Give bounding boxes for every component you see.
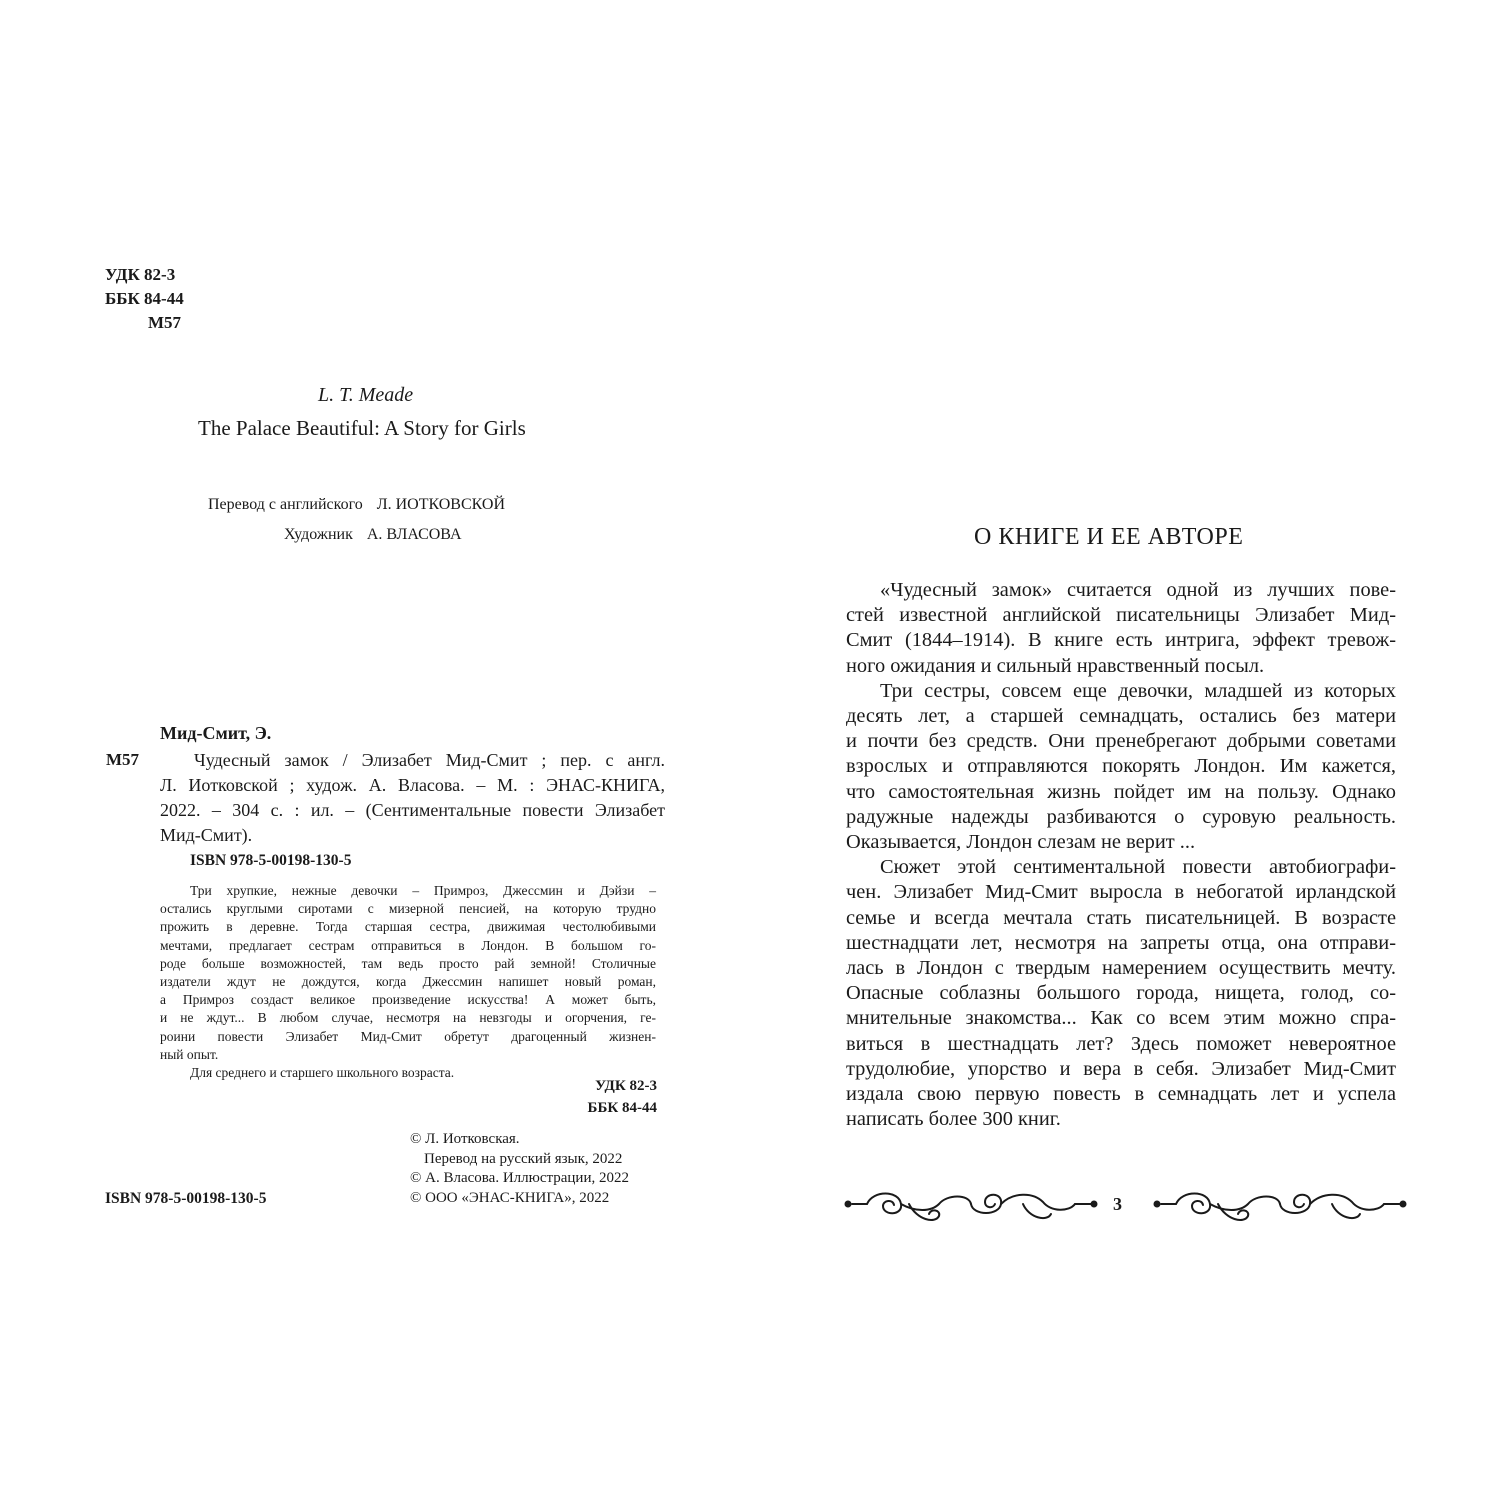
annotation-line: прожить в деревне. Тогда старшая сестра, движимая честолюбивыми bbox=[160, 919, 656, 935]
swirl-ornament-icon bbox=[1152, 1182, 1407, 1228]
annotation-line: роини повести Элизабет Мид-Смит обретут драгоценный жизнен- bbox=[160, 1028, 656, 1044]
bib-description bbox=[160, 748, 665, 848]
body-line: Оказывается, Лондон слезам не верит ... bbox=[846, 831, 1196, 854]
body-line: семье и всегда мечтала стать писательницей. В возрасте bbox=[846, 906, 1396, 929]
translation-label: Перевод с английского bbox=[208, 496, 363, 513]
section-title: О КНИГЕ И ЕЕ АВТОРЕ bbox=[974, 524, 1244, 550]
annotation-line: издатели ждут не дождутся, когда Джессмин напишет новый роман, bbox=[160, 974, 656, 990]
bbk-code: ББК 84-44 bbox=[105, 289, 184, 308]
copyright-block bbox=[410, 1130, 629, 1208]
body-line: виться в шестнадцать лет? Здесь поможет невероятное bbox=[846, 1032, 1396, 1055]
copyright-line: © Л. Иотковская. bbox=[410, 1131, 520, 1147]
bib-bbk: ББК 84-44 bbox=[587, 1100, 657, 1116]
body-line: Смит (1844–1914). В книге есть интрига, эффект тревож- bbox=[846, 629, 1396, 652]
body-line: Сюжет этой сентиментальной повести автобиографи- bbox=[880, 856, 1396, 879]
body-line: написать более 300 книг. bbox=[846, 1108, 1061, 1131]
copyright-line: Перевод на русский язык, 2022 bbox=[424, 1150, 623, 1167]
body-line: мнительные знакомства... Как со всем этим можно спра- bbox=[846, 1007, 1396, 1030]
isbn-bottom: ISBN 978-5-00198-130-5 bbox=[105, 1190, 267, 1207]
original-author: L. T. Meade bbox=[318, 384, 414, 406]
udk-code: УДК 82-3 bbox=[105, 265, 176, 284]
body-line: стей известной английской писательницы Элизабет Мид- bbox=[846, 604, 1396, 627]
annotation-line: остались круглыми сиротами с мизерной пенсией, на которую трудно bbox=[160, 901, 656, 917]
body-line: «Чудесный замок» считается одной из лучших пове- bbox=[880, 579, 1396, 601]
body-line: ного ожидания и сильный нравственный посыл. bbox=[846, 654, 1265, 677]
body-line: что самостоятельная жизнь пойдет им на пользу. Однако bbox=[846, 780, 1396, 803]
bib-line: Мид-Смит). bbox=[160, 825, 253, 845]
body-line: шестнадцати лет, несмотря на запреты отца, она отправи- bbox=[846, 931, 1396, 954]
artist-name: А. ВЛАСОВА bbox=[366, 526, 462, 543]
bib-isbn: ISBN 978-5-00198-130-5 bbox=[190, 852, 352, 869]
translator-name: Л. ИОТКОВСКОЙ bbox=[376, 496, 506, 513]
annotation-line: а Примроз создаст великое произведение искусства! А может быть, bbox=[160, 992, 656, 1008]
body-line: издала свою первую повесть в семнадцать лет и успела bbox=[846, 1083, 1396, 1106]
body-line: Три сестры, совсем еще девочки, младшей из которых bbox=[880, 679, 1396, 702]
body-line: Опасные соблазны большого города, нищета, голод, со- bbox=[846, 982, 1396, 1005]
bib-line: Чудесный замок / Элизабет Мид-Смит ; пер. с англ. bbox=[194, 750, 665, 770]
bib-author-mark: М57 bbox=[106, 750, 140, 769]
bib-codes-right bbox=[500, 1075, 657, 1119]
classification-codes bbox=[105, 263, 184, 335]
artist-credit bbox=[284, 526, 462, 544]
annotation-line: ный опыт. bbox=[160, 1046, 219, 1062]
body-line: лась в Лондон с твердым намерением осуществить мечту. bbox=[846, 957, 1396, 980]
annotation-line: Три хрупкие, нежные девочки – Примроз, Джессмин и Дэйзи – bbox=[190, 883, 656, 898]
swirl-ornament-icon bbox=[843, 1182, 1098, 1228]
about-book-text bbox=[846, 578, 1396, 1132]
annotation-line: мечтами, предлагает сестрам отправиться в Лондон. В большом го- bbox=[160, 937, 656, 953]
annotation-line: и не ждут... В любом случае, несмотря на невзгоды и огорчения, ге- bbox=[160, 1010, 656, 1026]
annotation-line: роде больше возможностей, там ведь просто рай земной! Столичные bbox=[160, 955, 656, 971]
annotation bbox=[160, 882, 656, 1082]
body-line: радужные надежды разбиваются о суровую реальность. bbox=[846, 805, 1396, 828]
page-number: 3 bbox=[1113, 1194, 1122, 1214]
bib-author-heading: Мид-Смит, Э. bbox=[160, 723, 272, 743]
body-line: трудолюбие, упорство и вера в себя. Элизабет Мид-Смит bbox=[846, 1057, 1396, 1080]
body-line: десять лет, а старшей семнадцать, остались без матери bbox=[846, 705, 1396, 728]
author-mark: М57 bbox=[148, 313, 182, 332]
body-line: и почти без средств. Они пренебрегают добрыми советами bbox=[846, 730, 1396, 753]
bib-udk: УДК 82-3 bbox=[595, 1078, 657, 1094]
artist-label: Художник bbox=[284, 526, 353, 543]
bib-line: Л. Иотковской ; худож. А. Власова. – М. : ЭНАС-КНИГА, bbox=[160, 775, 665, 795]
translation-credit bbox=[208, 496, 505, 514]
copyright-line: © ООО «ЭНАС-КНИГА», 2022 bbox=[410, 1189, 610, 1206]
audience-note: Для среднего и старшего школьного возраста. bbox=[190, 1065, 455, 1081]
body-line: чен. Элизабет Мид-Смит выросла в небогатой ирландской bbox=[846, 881, 1396, 904]
body-line: взрослых и отправляются покорять Лондон. Им кажется, bbox=[846, 755, 1396, 778]
bib-line: 2022. – 304 с. : ил. – (Сентиментальные повести Элизабет bbox=[160, 800, 665, 820]
original-title: The Palace Beautiful: A Story for Girls bbox=[198, 416, 526, 440]
copyright-line: © А. Власова. Иллюстрации, 2022 bbox=[410, 1170, 629, 1187]
